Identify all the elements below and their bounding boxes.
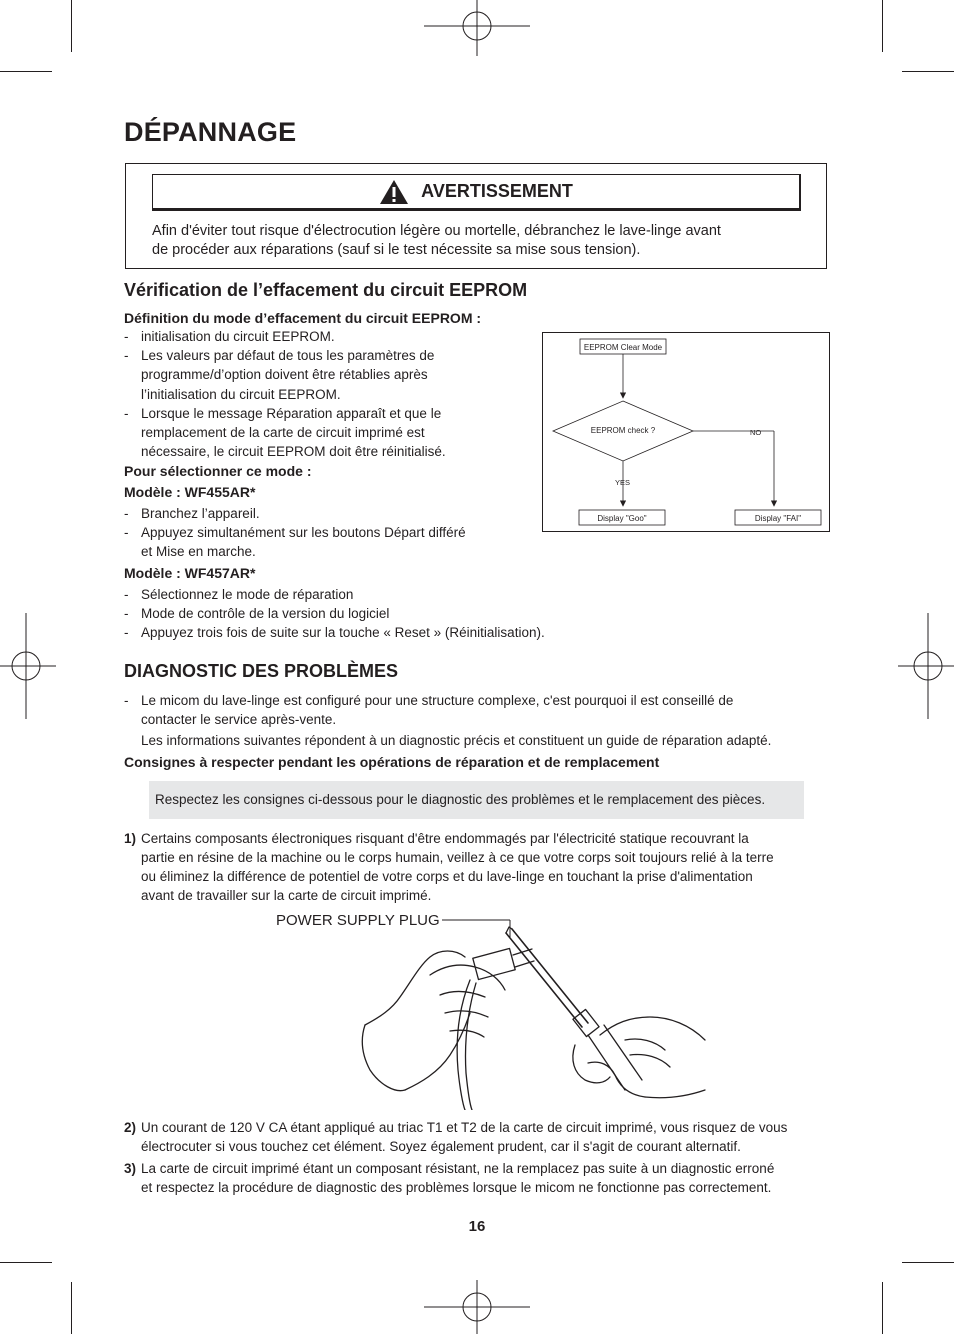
item-number: 1) bbox=[124, 831, 137, 846]
bullet-dash: - bbox=[124, 506, 129, 521]
flow-yes-label: YES bbox=[615, 478, 631, 487]
flow-goo-text: Display "Goo" bbox=[597, 514, 647, 523]
warning-triangle-icon bbox=[379, 179, 409, 205]
list-item-line: programme/d’option doivent être rétablies après bbox=[141, 367, 428, 383]
list-item-line: Sélectionnez le mode de réparation bbox=[141, 587, 354, 602]
bullet-dash: - bbox=[124, 525, 129, 541]
item-number: 3) bbox=[124, 1161, 137, 1176]
list-item-line: Lorsque le message Réparation apparaît et que le bbox=[141, 405, 442, 421]
registration-mark-top bbox=[424, 0, 530, 56]
item-line: avant de travailler sur la carte de circuit imprimé. bbox=[141, 888, 432, 903]
warning-text: Afin d'éviter tout risque d'électrocution légère ou mortelle, débranchez le lave-linge avant de procéder aux réparations (sauf si le test nécessite sa mise sous tension). bbox=[152, 223, 721, 258]
bullet-dash: - bbox=[124, 587, 129, 602]
bullet-dash: - bbox=[124, 625, 129, 641]
item-line: La carte de circuit imprimé étant un composant résistant, ne la remplacez pas suite à un diagnostic erroné bbox=[141, 1161, 775, 1176]
flowchart-diagram bbox=[543, 333, 829, 531]
flow-decision-text: EEPROM check ? bbox=[590, 426, 656, 435]
eeprom-heading: Vérification de l’effacement du circuit EEPROM bbox=[124, 280, 528, 300]
item-number: 2) bbox=[124, 1120, 137, 1135]
list-item-line: Appuyez trois fois de suite sur la touche « Reset » (Réinitialisation). bbox=[141, 625, 545, 641]
model1-heading: Modèle : WF455AR* bbox=[124, 484, 256, 500]
item-line: Un courant de 120 V CA étant appliqué au triac T1 et T2 de la carte de circuit imprimé, vous risquez de vous bbox=[141, 1120, 788, 1135]
item-line: et respectez la procédure de diagnostic des problèmes lorsque le micom ne fonctionne pas correctement. bbox=[141, 1180, 772, 1195]
list-item-line: Branchez l’appareil. bbox=[141, 506, 260, 521]
page-number: 16 bbox=[468, 1218, 486, 1235]
list-item-line: remplacement de la carte de circuit imprimé est bbox=[141, 425, 425, 440]
model2-heading: Modèle : WF457AR* bbox=[124, 565, 256, 581]
list-item-line: nécessaire, le circuit EEPROM doit être réinitialisé. bbox=[141, 444, 446, 460]
list-item-line: Les valeurs par défaut de tous les paramètres de bbox=[141, 348, 435, 364]
list-item-line: et Mise en marche. bbox=[141, 544, 256, 560]
flow-no-label: NO bbox=[750, 428, 762, 437]
list-item-line: Appuyez simultanément sur les boutons Départ différé bbox=[141, 525, 466, 541]
registration-mark-bottom bbox=[424, 1280, 530, 1334]
item-line: ou éliminez la différence de potentiel de votre corps et du lave-linge en touchant la prise d'alimentation bbox=[141, 869, 753, 884]
warning-label: AVERTISSEMENT bbox=[421, 181, 573, 201]
item-line: Certains composants électroniques risquant d'être endommagés par l'électricité statique recouvrant la bbox=[141, 831, 749, 846]
list-item-line: initialisation du circuit EEPROM. bbox=[141, 329, 335, 344]
note-box: Respectez les consignes ci-dessous pour le diagnostic des problèmes et le remplacement des pièces. bbox=[149, 781, 804, 819]
diagnostic-heading: DIAGNOSTIC DES PROBLÈMES bbox=[124, 661, 399, 681]
instructions-heading: Consignes à respecter pendant les opérations de réparation et de remplacement bbox=[124, 754, 660, 770]
registration-mark-left bbox=[0, 613, 56, 719]
item-line: partie en résine de la machine ou le corps humain, veillez à ce que votre corps soit toujours relié à la terre bbox=[141, 850, 774, 865]
power-supply-plug-label: POWER SUPPLY PLUG bbox=[276, 912, 440, 929]
list-item-line: Mode de contrôle de la version du logiciel bbox=[141, 606, 390, 622]
bullet-dash: - bbox=[124, 405, 129, 421]
select-mode-heading: Pour sélectionner ce mode : bbox=[124, 463, 312, 479]
warning-header bbox=[152, 174, 801, 211]
definition-heading: Définition du mode d’effacement du circuit EEPROM : bbox=[124, 310, 482, 326]
flow-start-text: EEPROM Clear Mode bbox=[583, 343, 663, 352]
bullet-dash: - bbox=[124, 329, 129, 344]
registration-mark-right bbox=[898, 613, 954, 719]
page-title: DÉPANNAGE bbox=[124, 117, 297, 147]
power-plug-illustration bbox=[270, 905, 720, 1110]
flow-fai-text: Display "FAI" bbox=[754, 514, 802, 523]
bullet-dash: - bbox=[124, 606, 129, 622]
bullet-dash: - bbox=[124, 348, 129, 364]
list-item-line: l’initialisation du circuit EEPROM. bbox=[141, 386, 341, 402]
eeprom-flowchart bbox=[542, 332, 830, 532]
item-line: électrocuter si vous touchez cet élément. Soyez également prudent, car il s'agit de courant alternatif. bbox=[141, 1139, 741, 1154]
